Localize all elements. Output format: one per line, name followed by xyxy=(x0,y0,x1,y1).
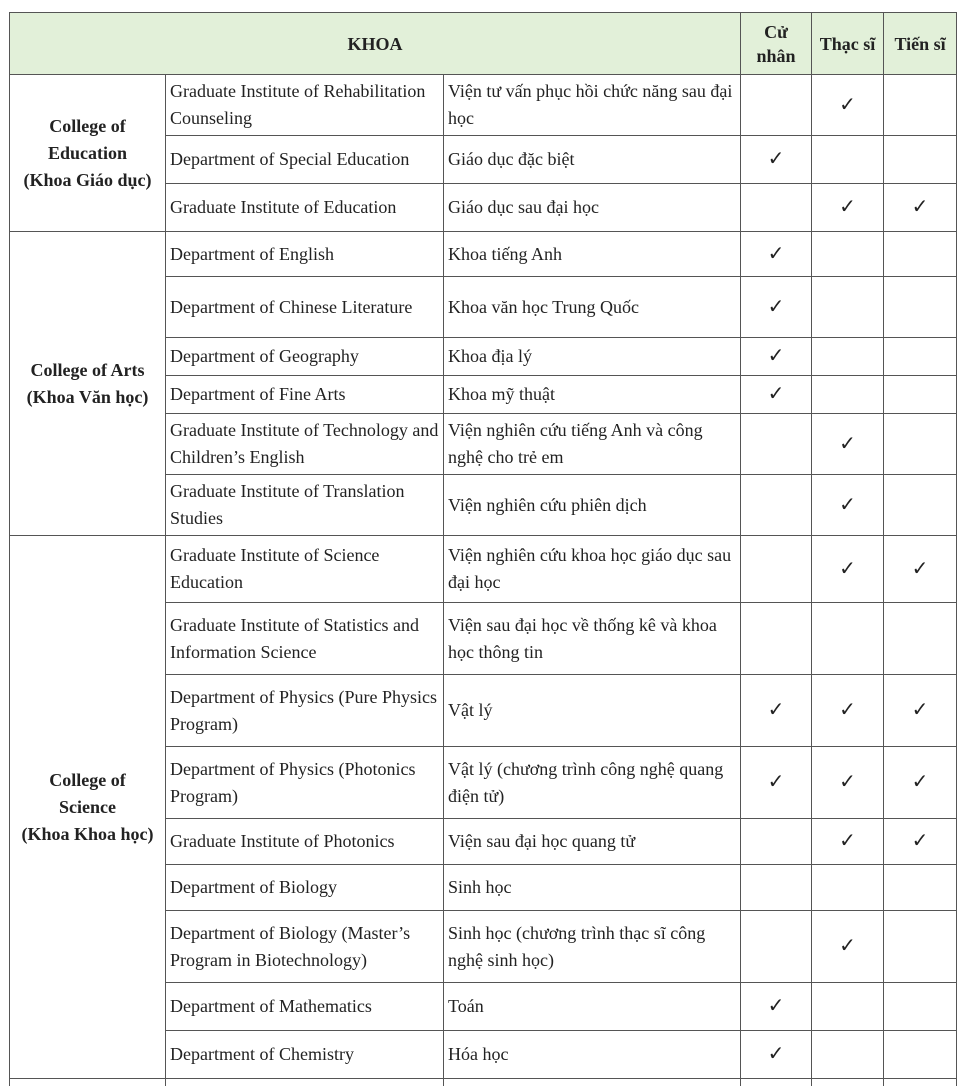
doctor-mark xyxy=(884,277,957,338)
master-mark: ✓ xyxy=(812,536,884,603)
bachelor-mark xyxy=(741,819,812,865)
doctor-mark xyxy=(884,376,957,414)
department-name-vi: Viện nghiên cứu khoa học giáo dục sau đại học xyxy=(444,536,741,603)
doctor-mark xyxy=(884,1031,957,1079)
doctor-mark: ✓ xyxy=(884,536,957,603)
programs-table-body xyxy=(10,75,957,1086)
master-mark: ✓ xyxy=(812,747,884,819)
department-name-en: Graduate Institute of Translation Studies xyxy=(166,475,444,536)
bachelor-mark xyxy=(741,475,812,536)
department-name-en: Graduate Institute of Photonics xyxy=(166,819,444,865)
bachelor-mark: ✓ xyxy=(741,675,812,747)
department-name-en: Department of Geography xyxy=(166,338,444,376)
master-mark xyxy=(812,232,884,277)
department-name-vi: Sinh học xyxy=(444,865,741,911)
master-mark xyxy=(812,983,884,1031)
department-name-vi: Khoa mỹ thuật xyxy=(444,376,741,414)
department-name-en: Department of Chemistry xyxy=(166,1031,444,1079)
bachelor-mark xyxy=(741,184,812,232)
doctor-mark xyxy=(884,338,957,376)
department-name-en: Graduate Institute of Technology and Children’s English xyxy=(166,414,444,475)
doctor-mark: ✓ xyxy=(884,747,957,819)
bachelor-mark: ✓ xyxy=(741,136,812,184)
doctor-mark xyxy=(884,865,957,911)
department-name-vi: Viện sau đại học quang tử xyxy=(444,819,741,865)
department-name-vi: Viện nghiên cứu phiên dịch xyxy=(444,475,741,536)
department-name-en: Department of Chinese Literature xyxy=(166,277,444,338)
department-name-vi: Sinh học (chương trình thạc sĩ công nghệ sinh học) xyxy=(444,911,741,983)
master-mark xyxy=(812,603,884,675)
master-mark: ✓ xyxy=(812,675,884,747)
doctor-mark xyxy=(884,475,957,536)
bachelor-mark xyxy=(741,865,812,911)
master-mark xyxy=(812,277,884,338)
doctor-mark xyxy=(884,603,957,675)
bachelor-mark: ✓ xyxy=(741,1031,812,1079)
department-name-vi: Khoa địa lý xyxy=(444,338,741,376)
department-name-en: Graduate Institute of Statistics and Information Science xyxy=(166,603,444,675)
header-khoa: KHOA xyxy=(10,13,741,75)
programs-table xyxy=(9,12,957,1086)
department-name-vi: Khoa tiếng Anh xyxy=(444,232,741,277)
master-mark: ✓ xyxy=(812,75,884,136)
header-row xyxy=(10,13,957,75)
programs-table-container xyxy=(9,12,956,1086)
master-mark: ✓ xyxy=(812,414,884,475)
department-name-en: Department of Mathematics xyxy=(166,983,444,1031)
department-name-en: Graduate Institute of Science Education xyxy=(166,536,444,603)
master-mark xyxy=(812,1031,884,1079)
bachelor-mark xyxy=(741,603,812,675)
bachelor-mark: ✓ xyxy=(741,338,812,376)
doctor-mark xyxy=(884,136,957,184)
doctor-mark xyxy=(884,232,957,277)
college-name: College of Arts (Khoa Văn học) xyxy=(10,232,166,536)
department-name-vi: Vật lý xyxy=(444,675,741,747)
master-mark xyxy=(812,338,884,376)
bachelor-mark xyxy=(741,911,812,983)
header-bachelor: Cử nhân xyxy=(741,13,812,75)
department-name-en: Department of English xyxy=(166,232,444,277)
department-name-en: Department of Biology (Master’s Program in Biotechnology) xyxy=(166,911,444,983)
department-name-vi: Khoa văn học Trung Quốc xyxy=(444,277,741,338)
department-name-vi: Giáo dục sau đại học xyxy=(444,184,741,232)
header-master: Thạc sĩ xyxy=(812,13,884,75)
department-name-vi: Viện tư vấn phục hồi chức năng sau đại học xyxy=(444,75,741,136)
department-name-en: Department of Physics (Pure Physics Program) xyxy=(166,675,444,747)
table-row xyxy=(10,75,957,136)
department-name-vi: Toán xyxy=(444,983,741,1031)
doctor-mark: ✓ xyxy=(884,184,957,232)
master-mark xyxy=(812,136,884,184)
bachelor-mark xyxy=(741,414,812,475)
bachelor-mark xyxy=(741,536,812,603)
master-mark xyxy=(812,865,884,911)
department-name-vi: Giáo dục đặc biệt xyxy=(444,136,741,184)
department-name-en: Department of Fine Arts xyxy=(166,376,444,414)
bachelor-mark: ✓ xyxy=(741,376,812,414)
doctor-mark: ✓ xyxy=(884,675,957,747)
master-mark: ✓ xyxy=(812,475,884,536)
master-mark: ✓ xyxy=(812,819,884,865)
header-doctor: Tiến sĩ xyxy=(884,13,957,75)
bachelor-mark: ✓ xyxy=(741,983,812,1031)
department-name-en: Department of Special Education xyxy=(166,136,444,184)
master-mark: ✓ xyxy=(812,911,884,983)
department-name-en: Department of Physics (Photonics Program) xyxy=(166,747,444,819)
doctor-mark xyxy=(884,414,957,475)
bachelor-mark: ✓ xyxy=(741,232,812,277)
college-name: College of Science (Khoa Khoa học) xyxy=(10,536,166,1079)
table-row xyxy=(10,536,957,603)
department-name-vi: Vật lý (chương trình công nghệ quang điện tử) xyxy=(444,747,741,819)
department-name-vi: Viện sau đại học về thống kê và khoa học thông tin xyxy=(444,603,741,675)
department-name-en: Department of Biology xyxy=(166,865,444,911)
master-mark: ✓ xyxy=(812,184,884,232)
college-name: College of Education (Khoa Giáo dục) xyxy=(10,75,166,232)
doctor-mark xyxy=(884,983,957,1031)
doctor-mark: ✓ xyxy=(884,819,957,865)
department-name-en: Graduate Institute of Rehabilitation Counseling xyxy=(166,75,444,136)
department-name-en: Graduate Institute of Education xyxy=(166,184,444,232)
doctor-mark xyxy=(884,911,957,983)
department-name-vi: Viện nghiên cứu tiếng Anh và công nghệ cho trẻ em xyxy=(444,414,741,475)
doctor-mark xyxy=(884,75,957,136)
table-row xyxy=(10,232,957,277)
bachelor-mark xyxy=(741,75,812,136)
bachelor-mark: ✓ xyxy=(741,277,812,338)
bachelor-mark: ✓ xyxy=(741,747,812,819)
master-mark xyxy=(812,376,884,414)
department-name-vi: Hóa học xyxy=(444,1031,741,1079)
